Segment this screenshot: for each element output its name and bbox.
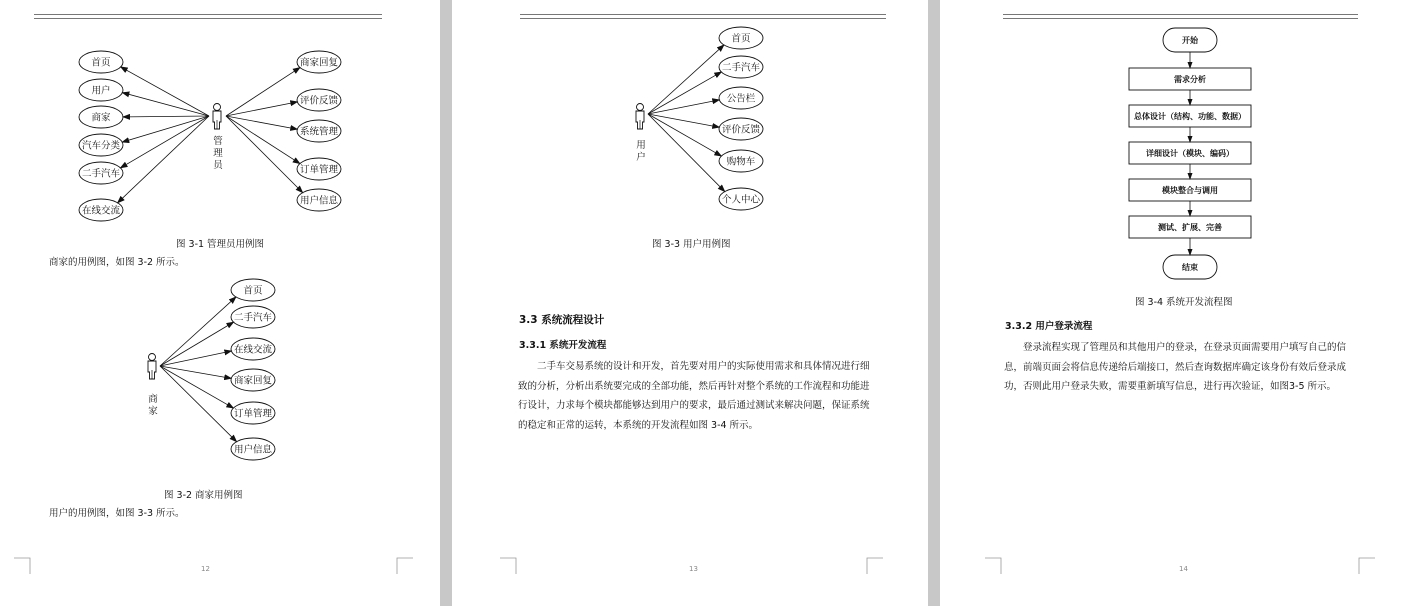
use-case: [297, 120, 341, 142]
association-arrow: [226, 116, 303, 193]
association-arrow: [160, 322, 234, 366]
use-case: [297, 189, 341, 211]
document-page-14: [940, 0, 1411, 606]
use-case: [79, 51, 123, 73]
flow-label: 结束: [1182, 263, 1198, 272]
use-case: [79, 134, 123, 156]
page-number: 13: [689, 565, 698, 573]
use-case-label: 用户信息: [299, 195, 339, 207]
association-arrow: [122, 116, 209, 142]
subsection-heading: 3.3.1 系统开发流程: [519, 340, 607, 351]
body-text: 商家的用例图，如图 3-2 所示。: [49, 257, 185, 268]
use-case-label: 商家: [91, 112, 111, 124]
association-arrow: [648, 114, 725, 192]
crop-mark: [867, 558, 883, 574]
use-case: [719, 188, 763, 210]
body-paragraph: 二手车交易系统的设计和开发，首先要对用户的实际使用需求和具体情况进行细致的分析，分析出系统要完成的全部功能，然后再针对整个系统的工作流程和功能进行设计，力求每个模块都能够达到用户的要求，最后通过测试来解决问题，保证系统的稳定和正常的运转，本系统的开发流程如图 3-4 所示。: [518, 361, 870, 431]
association-arrow: [160, 297, 236, 366]
crop-mark: [397, 558, 413, 574]
flow-step: [1129, 142, 1251, 164]
use-case-label: 汽车分类: [81, 140, 121, 152]
use-case: [297, 51, 341, 73]
flow-step: [1129, 68, 1251, 90]
crop-mark: [985, 558, 1001, 574]
use-case-label: 二手汽车: [81, 168, 121, 180]
association-arrow: [123, 116, 209, 117]
use-case: [79, 79, 123, 101]
crop-mark: [1359, 558, 1375, 574]
use-case: [79, 199, 123, 221]
use-case-label: 二手汽车: [233, 312, 273, 324]
use-case: [231, 402, 275, 424]
use-case: [231, 438, 275, 460]
use-case: [719, 118, 763, 140]
use-case: [231, 338, 275, 360]
use-case-label: 系统管理: [299, 126, 339, 138]
development-flowchart: [1129, 28, 1251, 279]
association-arrow: [120, 116, 209, 168]
document-page-13: [452, 0, 928, 606]
use-case: [719, 87, 763, 109]
page-number: 14: [1179, 565, 1188, 573]
use-case-label: 订单管理: [299, 164, 339, 176]
use-case-label: 订单管理: [233, 408, 273, 420]
body-paragraph: 登录流程实现了管理员和其他用户的登录，在登录页面需要用户填写自己的信息，前端页面会将信息传递给后端接口，然后查询数据库确定该身份有效后登录成功，否则此用户登录失败，需要重新填写信息，进行再次验证，如图3-5 所示。: [1004, 342, 1347, 392]
association-arrow: [118, 116, 209, 203]
use-case: [297, 158, 341, 180]
flow-step: [1129, 179, 1251, 201]
use-case-label: 个人中心: [721, 194, 761, 206]
section-heading: 3.3 系统流程设计: [519, 314, 605, 326]
association-arrow: [160, 351, 231, 366]
page2-diagrams: [452, 0, 928, 606]
use-case-label: 首页: [91, 57, 111, 69]
figure-caption: 图 3-3 用户用例图: [652, 239, 731, 250]
crop-mark: [14, 558, 30, 574]
flow-start: [1163, 28, 1217, 52]
user-use-case-diagram: [636, 27, 763, 210]
flow-step: [1129, 105, 1251, 127]
admin-use-case-diagram: [79, 51, 341, 221]
actor-label: 用户: [636, 140, 646, 163]
actor-label: 商家: [148, 394, 158, 417]
use-case-label: 首页: [243, 285, 263, 297]
flow-step-label: 测试、扩展、完善: [1158, 223, 1222, 232]
use-case: [297, 89, 341, 111]
use-case: [231, 279, 275, 301]
association-arrow: [648, 100, 719, 114]
association-arrow: [648, 72, 721, 114]
association-arrow: [121, 67, 209, 116]
association-arrow: [122, 93, 209, 116]
subsection-heading: 3.3.2 用户登录流程: [1005, 321, 1093, 332]
flow-step-label: 需求分析: [1174, 75, 1206, 84]
association-arrow: [648, 45, 724, 114]
use-case-label: 用户: [91, 85, 111, 97]
flow-step-label: 详细设计（模块、编码）: [1146, 149, 1234, 158]
merchant-use-case-diagram: [148, 279, 275, 460]
use-case-label: 首页: [731, 33, 751, 45]
page-number: 12: [201, 565, 210, 573]
use-case-label: 用户信息: [233, 444, 273, 456]
use-case-label: 商家回复: [299, 57, 339, 69]
crop-mark: [500, 558, 516, 574]
figure-caption: 图 3-2 商家用例图: [164, 490, 243, 501]
actor-label: 管理员: [213, 136, 223, 171]
flow-label: 开始: [1182, 36, 1198, 45]
use-case: [231, 306, 275, 328]
flow-step: [1129, 216, 1251, 238]
use-case-label: 公告栏: [726, 93, 756, 105]
use-case-label: 购物车: [726, 156, 756, 168]
flow-step-label: 总体设计（结构、功能、数据）: [1134, 112, 1246, 121]
flow-end: [1163, 255, 1217, 279]
use-case: [231, 369, 275, 391]
use-case: [719, 56, 763, 78]
actor-admin-icon: [213, 104, 221, 130]
use-case-label: 二手汽车: [721, 62, 761, 74]
use-case-label: 商家回复: [233, 375, 273, 387]
flow-step-label: 模块整合与调用: [1162, 186, 1218, 195]
use-case-label: 在线交流: [233, 344, 273, 356]
actor-merchant-icon: [148, 354, 156, 380]
body-text: 用户的用例图，如图 3-3 所示。: [49, 508, 185, 519]
use-case: [79, 106, 123, 128]
use-case-label: 在线交流: [81, 205, 121, 217]
actor-user-icon: [636, 104, 644, 130]
figure-caption: 图 3-1 管理员用例图: [176, 239, 265, 250]
use-case: [719, 27, 763, 49]
document-page-12: [0, 0, 440, 606]
use-case: [79, 162, 123, 184]
use-case: [719, 150, 763, 172]
association-arrow: [648, 114, 721, 156]
figure-caption: 图 3-4 系统开发流程图: [1135, 297, 1233, 308]
use-case-label: 评价反馈: [299, 95, 339, 107]
use-case-label: 评价反馈: [721, 124, 761, 136]
